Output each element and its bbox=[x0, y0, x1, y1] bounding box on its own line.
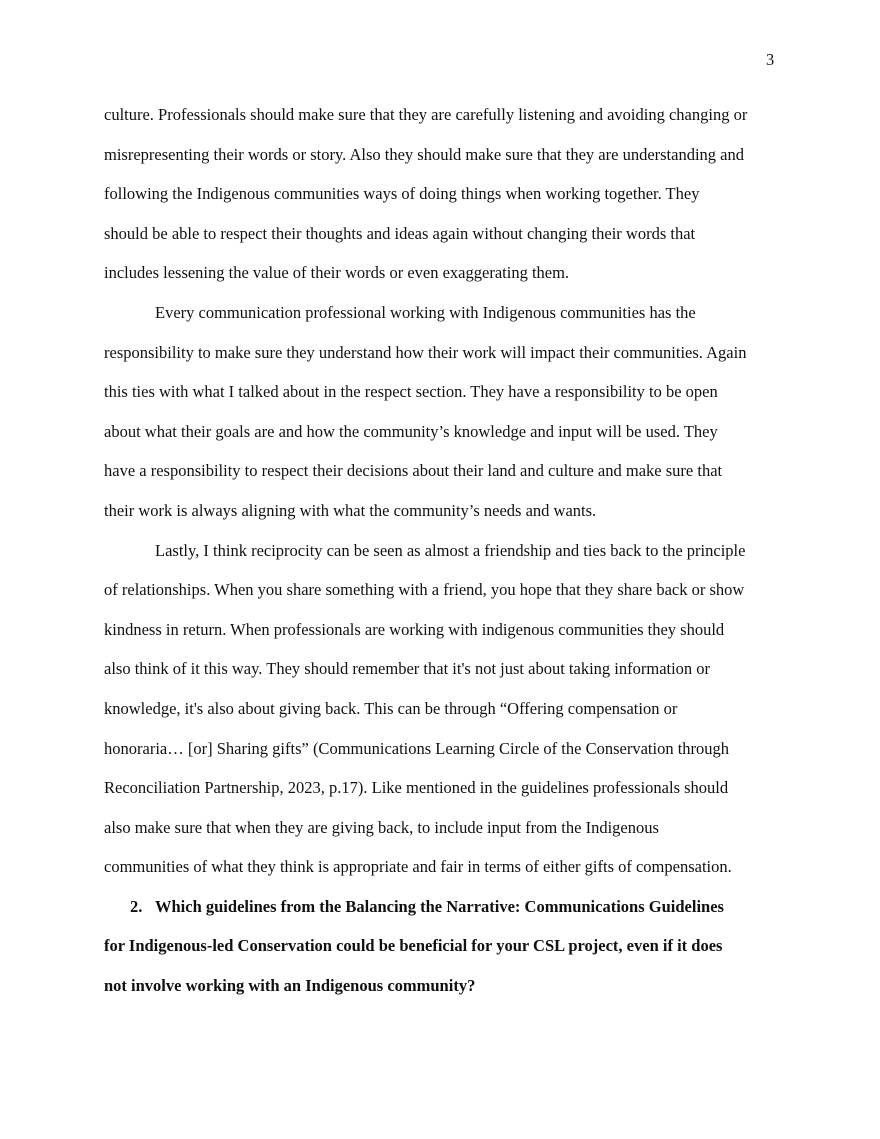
text-line: responsibility to make sure they understand how their work will impact their communities. Again bbox=[104, 342, 747, 362]
text-line: misrepresenting their words or story. Also they should make sure that they are understanding and bbox=[104, 144, 744, 164]
question-text: Which guidelines from the Balancing the Narrative: Communications Guidelines bbox=[155, 896, 724, 916]
text-line: kindness in return. When professionals are working with indigenous communities they should bbox=[104, 619, 725, 639]
text-line: of relationships. When you share something with a friend, you hope that they share back or show bbox=[104, 580, 745, 600]
text-line: about what their goals are and how the community’s knowledge and input will be used. They bbox=[104, 421, 718, 441]
question-number: 2. bbox=[130, 896, 143, 916]
document-body bbox=[104, 95, 794, 1006]
text-line: honoraria… [or] Sharing gifts” (Communications Learning Circle of the Conservation through bbox=[104, 738, 730, 758]
text-line: have a responsibility to respect their decisions about their land and culture and make sure that bbox=[104, 461, 723, 481]
text-line: Every communication professional working with Indigenous communities has the bbox=[155, 302, 696, 322]
text-line: also make sure that when they are giving back, to include input from the Indigenous bbox=[104, 817, 659, 837]
text-line: communities of what they think is appropriate and fair in terms of either gifts of compensation. bbox=[104, 857, 732, 877]
question-heading bbox=[104, 887, 794, 1006]
text-line: also think of it this way. They should remember that it's not just about taking information or bbox=[104, 659, 711, 679]
paragraph bbox=[104, 531, 794, 887]
question-line: not involve working with an Indigenous community? bbox=[104, 976, 476, 996]
question-first-line bbox=[104, 887, 794, 927]
text-line: Lastly, I think reciprocity can be seen as almost a friendship and ties back to the principle bbox=[155, 540, 746, 560]
text-line: their work is always aligning with what the community’s needs and wants. bbox=[104, 500, 597, 520]
page-number: 3 bbox=[766, 50, 775, 69]
text-line: should be able to respect their thoughts and ideas again without changing their words that bbox=[104, 223, 696, 243]
paragraph bbox=[104, 95, 794, 293]
text-line: includes lessening the value of their words or even exaggerating them. bbox=[104, 263, 570, 283]
text-line: knowledge, it's also about giving back. This can be through “Offering compensation or bbox=[104, 698, 678, 718]
paragraph bbox=[104, 293, 794, 531]
text-line: this ties with what I talked about in the respect section. They have a responsibility to be open bbox=[104, 382, 718, 402]
text-line: culture. Professionals should make sure that they are carefully listening and avoiding changing or bbox=[104, 105, 748, 124]
text-line: Reconciliation Partnership, 2023, p.17). Like mentioned in the guidelines professionals should bbox=[104, 778, 729, 798]
text-line: following the Indigenous communities ways of doing things when working together. They bbox=[104, 184, 700, 204]
question-line: for Indigenous-led Conservation could be beneficial for your CSL project, even if it does bbox=[104, 936, 723, 956]
